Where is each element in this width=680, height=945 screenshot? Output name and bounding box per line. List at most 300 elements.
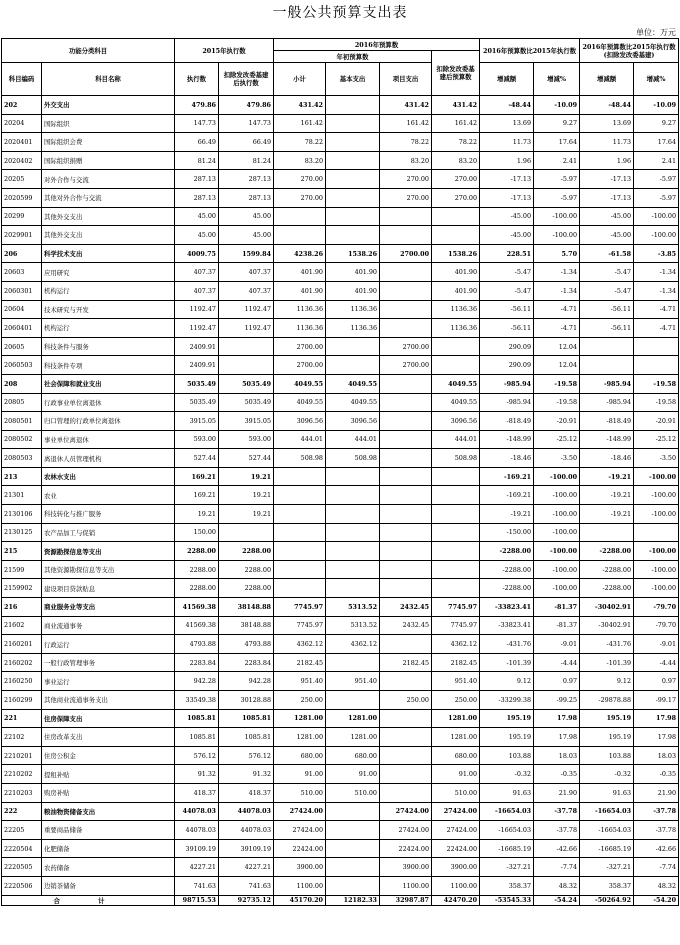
- row-value: [326, 691, 380, 710]
- row-value: -19.58: [534, 374, 580, 393]
- row-value: 4793.88: [219, 635, 274, 654]
- row-value: -7.74: [534, 858, 580, 877]
- row-value: [326, 170, 380, 189]
- row-value: -5.97: [534, 188, 580, 207]
- row-value: -3.85: [634, 244, 679, 263]
- row-value: 401.90: [326, 281, 380, 300]
- row-value: 3915.05: [175, 412, 219, 431]
- row-value: [326, 821, 380, 840]
- row-value: 12.04: [534, 337, 580, 356]
- row-value: -818.49: [580, 412, 634, 431]
- table-row: [2, 709, 679, 728]
- row-value: -100.00: [534, 505, 580, 524]
- row-value: 358.37: [480, 876, 534, 895]
- row-name: 对外合作与交流: [42, 170, 175, 189]
- row-value: -5.47: [580, 281, 634, 300]
- row-value: [274, 579, 326, 598]
- row-value: -81.37: [534, 616, 580, 635]
- table-body: [2, 96, 679, 896]
- row-value: 27424.00: [432, 802, 480, 821]
- row-value: 2288.00: [219, 560, 274, 579]
- row-value: [380, 672, 432, 691]
- row-name: 机构运行: [42, 281, 175, 300]
- row-value: 1281.00: [432, 709, 480, 728]
- row-code: 21602: [2, 616, 42, 635]
- header-subtotal: 小计: [274, 63, 326, 96]
- table-row: [2, 133, 679, 152]
- row-value: -45.00: [580, 226, 634, 245]
- row-value: [326, 188, 380, 207]
- row-value: 1085.81: [175, 728, 219, 747]
- row-value: [274, 467, 326, 486]
- row-value: [380, 542, 432, 561]
- row-value: 39109.19: [219, 839, 274, 858]
- row-value: -37.78: [534, 821, 580, 840]
- row-value: 510.00: [274, 783, 326, 802]
- row-value: 527.44: [219, 449, 274, 468]
- row-value: 7745.97: [274, 616, 326, 635]
- row-value: 250.00: [380, 691, 432, 710]
- row-value: -431.76: [480, 635, 534, 654]
- header-basic: 基本支出: [326, 63, 380, 96]
- row-value: -25.12: [534, 430, 580, 449]
- row-value: 2700.00: [274, 356, 326, 375]
- row-value: -42.66: [534, 839, 580, 858]
- row-value: 161.42: [432, 114, 480, 133]
- row-value: -985.94: [580, 374, 634, 393]
- row-value: -100.00: [634, 207, 679, 226]
- row-value: 2182.45: [432, 653, 480, 672]
- row-code: 2020599: [2, 188, 42, 207]
- row-value: 741.63: [175, 876, 219, 895]
- row-value: 19.21: [219, 467, 274, 486]
- row-value: 1100.00: [274, 876, 326, 895]
- row-value: -30402.91: [580, 598, 634, 617]
- row-name: 科学技术支出: [42, 244, 175, 263]
- row-value: [380, 319, 432, 338]
- row-value: 45.00: [175, 207, 219, 226]
- row-value: 27424.00: [380, 802, 432, 821]
- row-value: 30128.88: [219, 691, 274, 710]
- row-value: 81.24: [175, 151, 219, 170]
- table-row: [2, 300, 679, 319]
- row-value: 147.73: [219, 114, 274, 133]
- row-value: [380, 393, 432, 412]
- row-value: -9.01: [534, 635, 580, 654]
- row-value: 91.32: [219, 765, 274, 784]
- row-value: -33299.38: [480, 691, 534, 710]
- table-row: [2, 672, 679, 691]
- row-value: -101.39: [580, 653, 634, 672]
- row-name: 国际组织捐赠: [42, 151, 175, 170]
- row-code: 2220504: [2, 839, 42, 858]
- row-value: -45.00: [580, 207, 634, 226]
- table-row: [2, 560, 679, 579]
- row-value: 2700.00: [274, 337, 326, 356]
- row-name: 社会保障和就业支出: [42, 374, 175, 393]
- row-name: 国际组织会费: [42, 133, 175, 152]
- row-value: -79.70: [634, 616, 679, 635]
- row-value: 418.37: [175, 783, 219, 802]
- row-value: -19.58: [534, 393, 580, 412]
- row-value: 9.27: [634, 114, 679, 133]
- row-value: -100.00: [534, 207, 580, 226]
- row-value: 2288.00: [175, 579, 219, 598]
- row-value: 3900.00: [274, 858, 326, 877]
- total-cell: 32987.87: [380, 895, 432, 905]
- row-code: 20605: [2, 337, 42, 356]
- header-inc-amt-2: 增减额: [580, 63, 634, 96]
- row-value: [326, 151, 380, 170]
- row-value: [326, 133, 380, 152]
- row-value: 3096.56: [432, 412, 480, 431]
- row-value: 27424.00: [274, 802, 326, 821]
- row-value: 270.00: [380, 170, 432, 189]
- row-value: -16654.03: [480, 821, 534, 840]
- row-value: [274, 542, 326, 561]
- row-value: 1.96: [580, 151, 634, 170]
- row-value: 576.12: [175, 746, 219, 765]
- table-row: [2, 226, 679, 245]
- row-value: 4362.12: [274, 635, 326, 654]
- row-value: 401.90: [274, 281, 326, 300]
- row-value: [380, 579, 432, 598]
- row-code: 2020402: [2, 151, 42, 170]
- table-row: [2, 579, 679, 598]
- row-value: 150.00: [175, 523, 219, 542]
- row-value: -1.34: [634, 263, 679, 282]
- row-value: 91.63: [580, 783, 634, 802]
- row-code: 2220505: [2, 858, 42, 877]
- table-row: [2, 542, 679, 561]
- table-row: [2, 467, 679, 486]
- row-value: 66.49: [219, 133, 274, 152]
- row-code: 2210202: [2, 765, 42, 784]
- row-code: 20204: [2, 114, 42, 133]
- row-value: 1281.00: [326, 728, 380, 747]
- row-code: 206: [2, 244, 42, 263]
- row-value: -100.00: [634, 467, 679, 486]
- row-value: -17.13: [480, 188, 534, 207]
- row-name: 其他外交支出: [42, 226, 175, 245]
- row-value: [380, 728, 432, 747]
- row-value: 2288.00: [175, 560, 219, 579]
- row-value: [380, 635, 432, 654]
- row-value: 2288.00: [219, 579, 274, 598]
- row-name: 应用研究: [42, 263, 175, 282]
- header-vs-2015: 2016年预算数比2015年执行数: [480, 39, 580, 63]
- row-code: 2130125: [2, 523, 42, 542]
- row-value: 18.03: [534, 746, 580, 765]
- row-value: -5.97: [634, 170, 679, 189]
- row-value: 27424.00: [432, 821, 480, 840]
- row-value: -101.39: [480, 653, 534, 672]
- table-row: [2, 821, 679, 840]
- row-value: 2283.84: [175, 653, 219, 672]
- row-value: 270.00: [380, 188, 432, 207]
- row-value: 270.00: [274, 188, 326, 207]
- row-value: [432, 356, 480, 375]
- row-value: -0.32: [580, 765, 634, 784]
- row-name: 科技转化与推广服务: [42, 505, 175, 524]
- row-value: [326, 858, 380, 877]
- row-value: [326, 542, 380, 561]
- row-value: 407.37: [175, 281, 219, 300]
- row-value: 290.09: [480, 356, 534, 375]
- row-value: 39109.19: [175, 839, 219, 858]
- row-value: -19.21: [580, 505, 634, 524]
- row-value: 12.04: [534, 356, 580, 375]
- row-value: 942.28: [175, 672, 219, 691]
- row-value: 2288.00: [175, 542, 219, 561]
- row-value: 9.12: [480, 672, 534, 691]
- row-value: 11.73: [480, 133, 534, 152]
- row-value: -5.47: [480, 281, 534, 300]
- row-value: 1085.81: [219, 709, 274, 728]
- row-code: 21599: [2, 560, 42, 579]
- row-value: 508.98: [326, 449, 380, 468]
- row-code: 2060401: [2, 319, 42, 338]
- row-value: [326, 579, 380, 598]
- row-value: 169.21: [175, 467, 219, 486]
- row-value: 44078.03: [219, 821, 274, 840]
- row-value: 4362.12: [326, 635, 380, 654]
- row-value: 680.00: [326, 746, 380, 765]
- row-value: 287.13: [219, 188, 274, 207]
- row-value: 1599.84: [219, 244, 274, 263]
- row-value: -0.32: [480, 765, 534, 784]
- row-value: -19.21: [580, 486, 634, 505]
- row-value: -100.00: [534, 579, 580, 598]
- row-value: -100.00: [634, 226, 679, 245]
- row-value: 680.00: [274, 746, 326, 765]
- row-value: [326, 876, 380, 895]
- row-name: 农药储备: [42, 858, 175, 877]
- table-row: [2, 151, 679, 170]
- row-value: 401.90: [326, 263, 380, 282]
- row-value: [274, 226, 326, 245]
- row-value: 1281.00: [326, 709, 380, 728]
- row-name: 资源勘探信息等支出: [42, 542, 175, 561]
- table-row: [2, 96, 679, 115]
- row-value: -37.78: [634, 802, 679, 821]
- row-value: 17.98: [534, 709, 580, 728]
- row-value: 407.37: [175, 263, 219, 282]
- row-value: -45.00: [480, 226, 534, 245]
- row-value: -99.17: [634, 691, 679, 710]
- page-title: 一般公共预算支出表: [272, 5, 408, 21]
- table-row: [2, 505, 679, 524]
- row-value: 38148.88: [219, 598, 274, 617]
- header-inc-pct: 增减%: [534, 63, 580, 96]
- row-value: -19.21: [580, 467, 634, 486]
- row-value: 13.69: [480, 114, 534, 133]
- row-value: 1538.26: [432, 244, 480, 263]
- row-value: [380, 505, 432, 524]
- row-code: 20603: [2, 263, 42, 282]
- row-value: [432, 226, 480, 245]
- row-code: 2210203: [2, 783, 42, 802]
- table-row: [2, 263, 679, 282]
- table-row: [2, 170, 679, 189]
- row-code: 221: [2, 709, 42, 728]
- row-code: 216: [2, 598, 42, 617]
- total-cell: -53545.33: [480, 895, 534, 905]
- row-value: 951.40: [432, 672, 480, 691]
- row-value: 444.01: [274, 430, 326, 449]
- row-name: 购房补贴: [42, 783, 175, 802]
- row-value: 5313.52: [326, 598, 380, 617]
- row-value: -10.09: [634, 96, 679, 115]
- row-name: 提租补贴: [42, 765, 175, 784]
- row-value: 527.44: [175, 449, 219, 468]
- row-value: -7.74: [634, 858, 679, 877]
- row-value: [432, 542, 480, 561]
- row-value: 195.19: [480, 709, 534, 728]
- row-value: -19.58: [634, 393, 679, 412]
- row-value: 19.21: [175, 505, 219, 524]
- row-name: 边销茶储备: [42, 876, 175, 895]
- row-name: 住房改革支出: [42, 728, 175, 747]
- row-value: -100.00: [634, 505, 679, 524]
- row-code: 2160250: [2, 672, 42, 691]
- row-value: -16685.19: [580, 839, 634, 858]
- row-name: 粮油物资储备支出: [42, 802, 175, 821]
- row-value: 91.63: [480, 783, 534, 802]
- row-value: 951.40: [326, 672, 380, 691]
- row-value: 45.00: [219, 207, 274, 226]
- row-value: 250.00: [432, 691, 480, 710]
- table-row: [2, 691, 679, 710]
- row-code: 2160299: [2, 691, 42, 710]
- row-code: 222: [2, 802, 42, 821]
- row-value: -100.00: [534, 523, 580, 542]
- row-name: 技术研究与开发: [42, 300, 175, 319]
- row-value: [326, 114, 380, 133]
- row-value: -100.00: [634, 486, 679, 505]
- row-value: 431.42: [274, 96, 326, 115]
- row-value: [326, 486, 380, 505]
- row-value: -20.91: [634, 412, 679, 431]
- row-name: 归口管理的行政单位离退休: [42, 412, 175, 431]
- header-exec-deduct: 扣除发改委基建后执行数: [219, 63, 274, 96]
- row-value: 358.37: [580, 876, 634, 895]
- table-row: [2, 319, 679, 338]
- row-value: 91.00: [274, 765, 326, 784]
- row-value: 2409.91: [175, 356, 219, 375]
- row-value: 401.90: [432, 263, 480, 282]
- row-value: [432, 337, 480, 356]
- row-value: -56.11: [580, 319, 634, 338]
- header-project: 项目支出: [380, 63, 432, 96]
- row-value: 431.42: [380, 96, 432, 115]
- row-value: [326, 802, 380, 821]
- row-value: 479.86: [219, 96, 274, 115]
- row-value: 5035.49: [175, 374, 219, 393]
- row-value: 287.13: [175, 170, 219, 189]
- row-value: 1100.00: [380, 876, 432, 895]
- row-name: 其他外交支出: [42, 207, 175, 226]
- row-value: 4362.12: [432, 635, 480, 654]
- row-value: 195.19: [580, 728, 634, 747]
- row-value: 3900.00: [432, 858, 480, 877]
- row-name: 住房保障支出: [42, 709, 175, 728]
- row-value: 510.00: [326, 783, 380, 802]
- table-row: [2, 114, 679, 133]
- row-value: 44078.03: [175, 821, 219, 840]
- row-value: 3900.00: [380, 858, 432, 877]
- table-row: [2, 765, 679, 784]
- row-value: [380, 226, 432, 245]
- row-value: 44078.03: [175, 802, 219, 821]
- row-code: 20604: [2, 300, 42, 319]
- row-value: 1085.81: [219, 728, 274, 747]
- row-value: [380, 263, 432, 282]
- row-value: -985.94: [480, 374, 534, 393]
- row-code: 202: [2, 96, 42, 115]
- table-row: [2, 486, 679, 505]
- row-value: 5.70: [534, 244, 580, 263]
- table-row: [2, 876, 679, 895]
- header-func-class: 功能分类科目: [2, 39, 175, 63]
- row-value: [274, 207, 326, 226]
- row-value: [326, 523, 380, 542]
- row-value: 91.32: [175, 765, 219, 784]
- row-value: 161.42: [380, 114, 432, 133]
- row-code: 20299: [2, 207, 42, 226]
- row-value: 13.69: [580, 114, 634, 133]
- row-value: -30402.91: [580, 616, 634, 635]
- row-value: 17.98: [634, 728, 679, 747]
- row-code: 208: [2, 374, 42, 393]
- row-code: 20805: [2, 393, 42, 412]
- row-code: 2060301: [2, 281, 42, 300]
- table-row: [2, 281, 679, 300]
- row-value: -150.00: [480, 523, 534, 542]
- row-value: -16654.03: [480, 802, 534, 821]
- row-value: -56.11: [480, 319, 534, 338]
- row-value: 1192.47: [175, 300, 219, 319]
- total-cell: -54.20: [634, 895, 679, 905]
- row-value: 2700.00: [380, 356, 432, 375]
- table-row: [2, 616, 679, 635]
- row-value: -148.99: [580, 430, 634, 449]
- row-value: -169.21: [480, 486, 534, 505]
- header-budget-2016: 2016年预算数: [274, 39, 480, 51]
- row-value: 78.22: [432, 133, 480, 152]
- total-label: 合 计: [2, 895, 175, 905]
- row-value: -5.47: [580, 263, 634, 282]
- row-value: 1136.36: [274, 319, 326, 338]
- row-value: [580, 356, 634, 375]
- row-value: 83.20: [274, 151, 326, 170]
- row-value: -100.00: [634, 579, 679, 598]
- row-value: [380, 523, 432, 542]
- row-value: 78.22: [274, 133, 326, 152]
- row-value: 27424.00: [274, 821, 326, 840]
- row-value: 5035.49: [219, 393, 274, 412]
- row-value: 2.41: [534, 151, 580, 170]
- row-value: -2288.00: [580, 542, 634, 561]
- row-value: -29878.88: [580, 691, 634, 710]
- row-value: 444.01: [326, 430, 380, 449]
- row-value: -4.71: [534, 319, 580, 338]
- table-row: [2, 783, 679, 802]
- row-value: [380, 486, 432, 505]
- row-value: 41569.38: [175, 598, 219, 617]
- row-value: 2409.91: [175, 337, 219, 356]
- row-name: 一般行政管理事务: [42, 653, 175, 672]
